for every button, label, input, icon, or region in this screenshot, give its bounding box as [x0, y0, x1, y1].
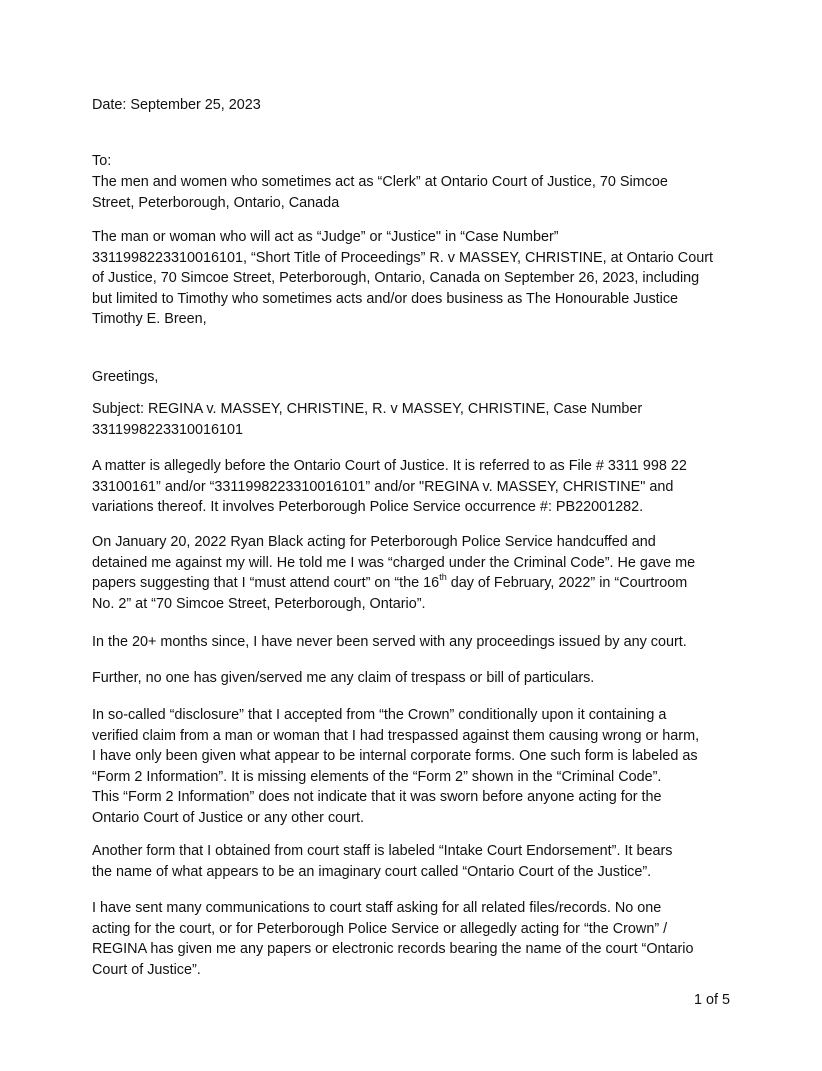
- greeting: Greetings,: [92, 369, 159, 385]
- recipient-judge: The man or woman who will act as “Judge” or “Justice" in “Case Number” 3311998223310016101, “Short Title of Proceedings” R. v MASSEY, CHRISTINE, at Ontario Court of Justice, 70 Simcoe Street, Peterborough, Ontario, Canada on September 26, 2023, including but limited to Timothy who sometimes acts and/or does business as The Honourable Justice Timothy E. Breen,: [92, 229, 713, 327]
- paragraph-not-served: In the 20+ months since, I have never been served with any proceedings issued by any court.: [92, 634, 687, 650]
- paragraph-no-claim: Further, no one has given/served me any claim of trespass or bill of particulars.: [92, 670, 595, 686]
- subject-line: Subject: REGINA v. MASSEY, CHRISTINE, R. v MASSEY, CHRISTINE, Case Number 3311998223310016101: [92, 401, 643, 438]
- paragraph-communications: I have sent many communications to court staff asking for all related files/records. No one acting for the court, or for Peterborough Police Service or allegedly acting for “the Crown” / REGINA has given me any papers or electronic records bearing the name of the court “Ontario Court of Justice”.: [92, 900, 694, 978]
- paragraph-matter: A matter is allegedly before the Ontario Court of Justice. It is referred to as File # 3311 998 22 33100161” and/or “3311998223310016101” and/or "REGINA v. MASSEY, CHRISTINE" and variations thereof. It involves Peterborough Police Service occurrence #: PB22001282.: [92, 458, 687, 515]
- paragraph-disclosure: In so-called “disclosure” that I accepted from “the Crown” conditionally upon it containing a verified claim from a man or woman that I had trespassed against them causing wrong or harm, I have only been given what appear to be internal corporate forms. One such form is labeled as “Form 2 Information”. It is missing elements of the “Form 2” shown in the “Criminal Code”. This “Form 2 Information” does not indicate that it was sworn before anyone acting for the Ontario Court of Justice or any other court.: [92, 707, 700, 826]
- paragraph-arrest-line3: papers suggesting that I “must attend court” on “the 16th day of February, 2022” in “Courtroom: [92, 572, 688, 591]
- page-number: 1 of 5: [693, 992, 730, 1008]
- recipient-clerk: The men and women who sometimes act as “Clerk” at Ontario Court of Justice, 70 Simcoe Street, Peterborough, Ontario, Canada: [92, 174, 668, 211]
- paragraph-intake-form: Another form that I obtained from court staff is labeled “Intake Court Endorsement”. It bears the name of what appears to be an imaginary court called “Ontario Court of the Justice”.: [92, 843, 673, 880]
- letter-date: Date: September 25, 2023: [92, 97, 261, 113]
- paragraph-arrest: On January 20, 2022 Ryan Black acting for Peterborough Police Service handcuffed and detained me against my will. He told me I was “charged under the Criminal Code”. He gave me papers suggesting that I “must attend court” on “the 16th day of February, 2022” in “Courtroom No. 2” at “70 Simcoe Street, Peterborough, Ontario”.: [92, 532, 742, 614]
- recipients-label: To:: [92, 153, 112, 169]
